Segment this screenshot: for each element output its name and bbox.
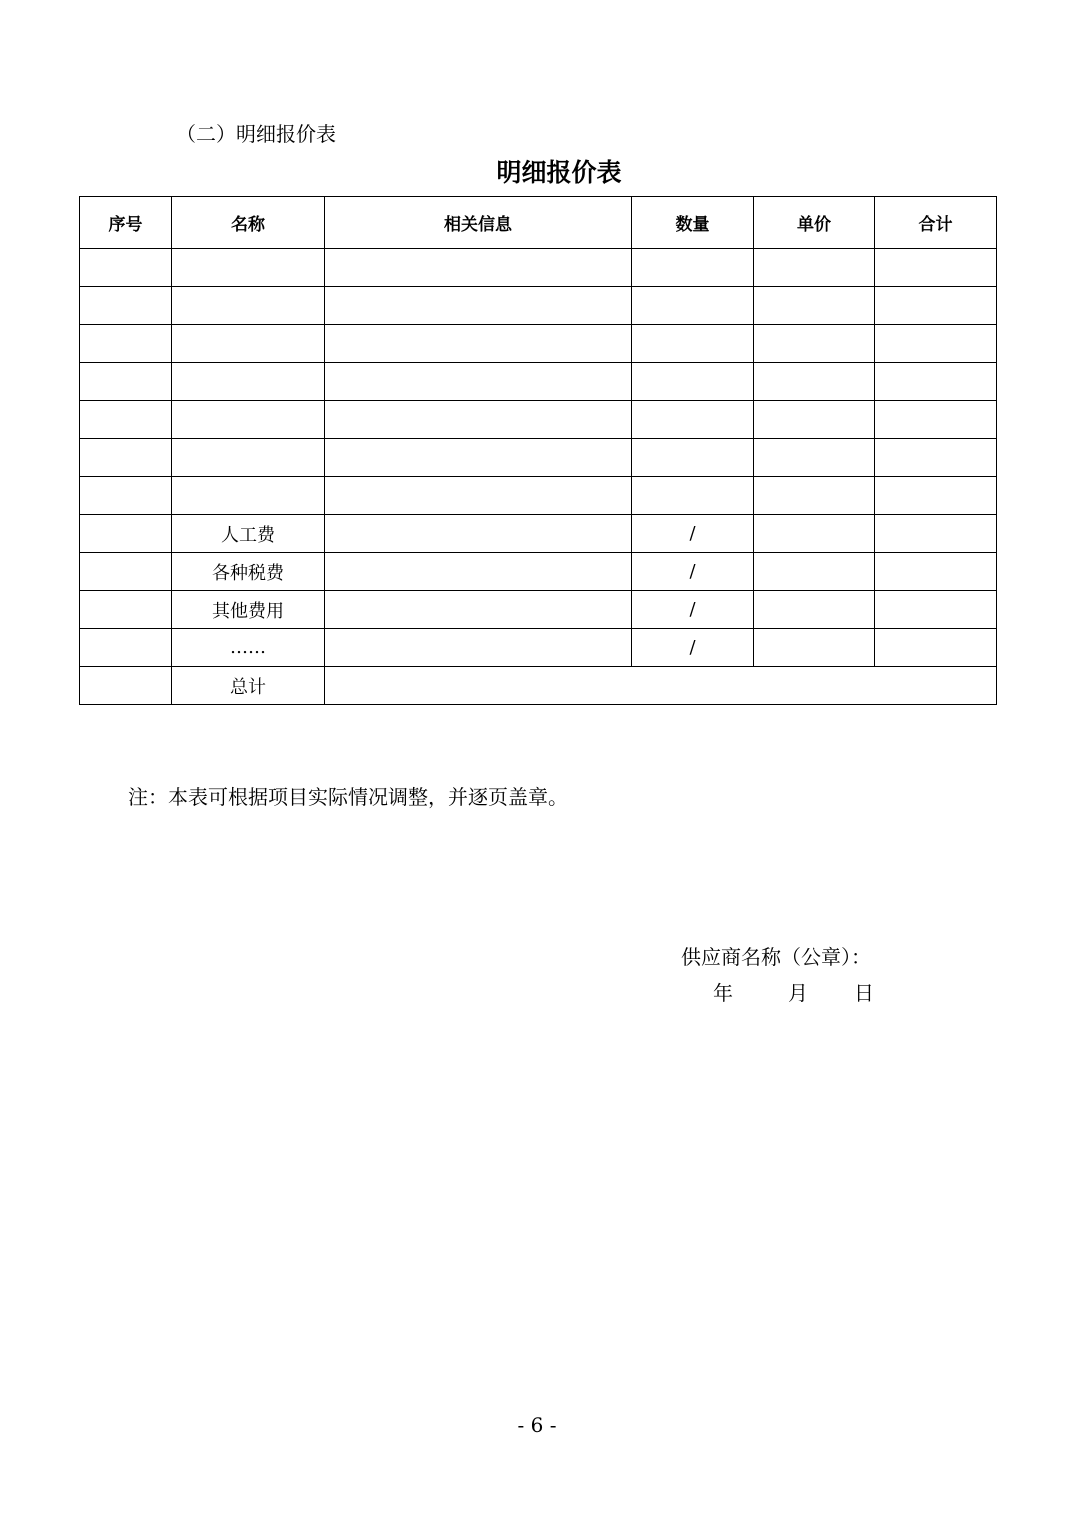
total-value-cell: [325, 667, 997, 705]
table-row: [80, 287, 997, 325]
cell-quantity: [632, 477, 754, 515]
cell-subtotal: [875, 515, 997, 553]
cell-unit-price: [754, 401, 875, 439]
table-note: 注：本表可根据项目实际情况调整，并逐页盖章。: [128, 785, 568, 809]
header-name: 名称: [172, 197, 325, 249]
cell-subtotal: [875, 401, 997, 439]
cell-quantity: [632, 363, 754, 401]
cell-index: [80, 287, 172, 325]
cell-name: ……: [172, 629, 325, 667]
cell-index: [80, 325, 172, 363]
table-title: 明细报价表: [496, 158, 622, 187]
cell-quantity: /: [632, 553, 754, 591]
cell-index: [80, 249, 172, 287]
cell-info: [325, 249, 632, 287]
table-row: [80, 477, 997, 515]
table-row: [80, 401, 997, 439]
cell-subtotal: [875, 287, 997, 325]
cell-index: [80, 629, 172, 667]
cell-subtotal: [875, 439, 997, 477]
header-subtotal: 合计: [875, 197, 997, 249]
table-row: [80, 249, 997, 287]
cell-name: [172, 401, 325, 439]
cell-info: [325, 401, 632, 439]
total-label: 总计: [172, 667, 325, 705]
cell-name: [172, 287, 325, 325]
page-number: - 6 -: [517, 1413, 557, 1437]
date-line: [713, 977, 874, 1006]
cell-quantity: [632, 439, 754, 477]
cell-unit-price: [754, 439, 875, 477]
date-year: 年: [713, 981, 733, 1005]
cell-index: [80, 439, 172, 477]
cell-subtotal: [875, 591, 997, 629]
header-quantity: 数量: [632, 197, 754, 249]
cell-info: [325, 363, 632, 401]
cell-unit-price: [754, 591, 875, 629]
cell-name: [172, 439, 325, 477]
cell-name: [172, 363, 325, 401]
cell-index: [80, 401, 172, 439]
cell-unit-price: [754, 515, 875, 553]
cell-quantity: /: [632, 591, 754, 629]
cell-subtotal: [875, 363, 997, 401]
table-row: [80, 591, 997, 629]
cell-subtotal: [875, 249, 997, 287]
table-row: [80, 363, 997, 401]
cell-quantity: /: [632, 515, 754, 553]
cell-subtotal: [875, 477, 997, 515]
cell-unit-price: [754, 477, 875, 515]
cell-info: [325, 515, 632, 553]
quote-detail-table: [79, 196, 997, 705]
total-row: [80, 667, 997, 705]
cell-subtotal: [875, 553, 997, 591]
cell-quantity: /: [632, 629, 754, 667]
table-row: [80, 553, 997, 591]
header-info: 相关信息: [325, 197, 632, 249]
cell-unit-price: [754, 363, 875, 401]
header-index: 序号: [80, 197, 172, 249]
cell-name: [172, 477, 325, 515]
cell-unit-price: [754, 553, 875, 591]
cell-index: [80, 515, 172, 553]
cell-index: [80, 363, 172, 401]
cell-name: 人工费: [172, 515, 325, 553]
cell-unit-price: [754, 287, 875, 325]
date-day: 日: [854, 981, 874, 1005]
header-unit-price: 单价: [754, 197, 875, 249]
supplier-seal-label: 供应商名称（公章）：: [681, 945, 871, 969]
cell-name: 各种税费: [172, 553, 325, 591]
cell-quantity: [632, 401, 754, 439]
cell-quantity: [632, 249, 754, 287]
cell-index: [80, 553, 172, 591]
table-row: [80, 515, 997, 553]
cell-info: [325, 629, 632, 667]
cell-unit-price: [754, 325, 875, 363]
cell-info: [325, 553, 632, 591]
cell-subtotal: [875, 629, 997, 667]
cell-index: [80, 591, 172, 629]
cell-name: [172, 325, 325, 363]
table-row: [80, 325, 997, 363]
cell-unit-price: [754, 249, 875, 287]
cell-quantity: [632, 325, 754, 363]
cell-info: [325, 591, 632, 629]
date-month: 月: [788, 981, 808, 1005]
cell-info: [325, 325, 632, 363]
cell-quantity: [632, 287, 754, 325]
cell-info: [325, 439, 632, 477]
section-heading: （二）明细报价表: [176, 122, 336, 146]
cell-subtotal: [875, 325, 997, 363]
table-row: [80, 629, 997, 667]
cell-index: [80, 477, 172, 515]
table-row: [80, 439, 997, 477]
total-index-cell: [80, 667, 172, 705]
cell-info: [325, 477, 632, 515]
cell-name: [172, 249, 325, 287]
table-header-row: [80, 197, 997, 249]
cell-unit-price: [754, 629, 875, 667]
cell-name: 其他费用: [172, 591, 325, 629]
cell-info: [325, 287, 632, 325]
